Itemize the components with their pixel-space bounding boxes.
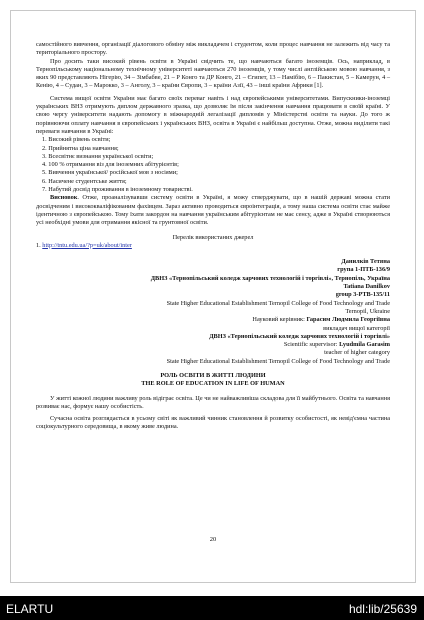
author-city-en: Ternopil, Ukraine	[345, 307, 390, 315]
conclusion-text: . Отже, проаналізувавши систему освіти в Україні, я можу стверджувати, що в нашій державі можна стати досвідченим і висококваліфікованим фахівцем. Зараз активно проводиться євроінтеграція, а тому наша система освіти стає майже ідентичною з європейською. Тому їхати закордон на навчання українським абітурієнтам не має сенсу, адже в Україні створюються усі необхідні умови для отримання якісної та грунтовної освіти.	[36, 194, 390, 227]
author-name-en: Tatiana Danilkov	[343, 283, 390, 291]
handle-id: hdl:lib/25639	[348, 602, 417, 616]
advantages-list	[36, 136, 390, 194]
page-content	[36, 41, 390, 432]
author-group-ua: група 1-ПТБ-136/9	[337, 266, 390, 274]
supervisor-label-en: Scientific supervisor:	[283, 341, 340, 349]
list-item: 2. Прийнятна ціна навчання;	[42, 144, 119, 152]
page-number: 20	[209, 536, 217, 543]
author-college-ua: ДВНЗ «Тернопільський коледж харчових технологій і торгівлі», Тернопіль, Україна	[150, 274, 390, 282]
article-title-ua: РОЛЬ ОСВІТИ В ЖИТТІ ЛЮДИНИ	[160, 371, 266, 379]
list-item: 1. Високий рівень освіти;	[42, 136, 111, 144]
author-group-en: group 3-PTB-135/11	[335, 291, 390, 299]
supervisor-role-en: teacher of higher category	[324, 349, 390, 357]
list-item: 3. Всесвітнє визнання української освіти;	[42, 152, 154, 160]
list-item: 4. 100 % отримання віз для іноземних абітурієнтів;	[42, 161, 179, 169]
list-item: 6. Насичене студентське життя;	[42, 177, 127, 185]
conclusion-label: Висновок	[50, 194, 78, 202]
author-college-en: State Higher Educational Establishment Ternopil College of Food Technology and Trade	[166, 299, 390, 307]
supervisor-ua	[36, 316, 390, 324]
conclusion-paragraph	[36, 194, 390, 227]
supervisor-role-ua: викладач вищої категорії	[323, 324, 390, 332]
reference-link[interactable]: http://tntu.edu.ua/?p=uk/about/inter	[42, 241, 132, 249]
reference-number: 1.	[36, 241, 43, 249]
supervisor-name-en: Lyudmila Garasim	[339, 341, 390, 349]
list-item: 5. Вивчення української/ російської мов з носіями;	[42, 169, 178, 177]
supervisor-label-ua: Науковий керівник:	[252, 316, 307, 324]
repository-name: ELARTU	[6, 602, 54, 616]
paragraph: Система вищої освіти України має багато своїх переваг навіть і над європейськими університетами. Випускники-іноземці українських ВНЗ отримують диплом державного зразка, що дозволяє їм після закінчення навчання працювати в своїй країні. У свою чергу університети надають допомогу в міжнародній легалізації дипломів у Міністерстві освіти та науки. До того ж порівнюючи оплату навчання в європейських і українських ВНЗ, освіта в Україні є найбільш доступна. Отже, можна виділити такі переваги навчання в Україні:	[36, 94, 390, 135]
references-title: Перелік використаних джерел	[172, 233, 254, 241]
reference-item	[36, 242, 390, 250]
paragraph: Про досить таки високий рівень освіти в Україні свідчить те, що навчаються багато іноземців. Ось, наприклад, в Тернопільському національному технічному університеті навчаються 270 іноземців, у тому числі англійською мовою навчання, з яких 90 представляють Нігерію, 34 – Зімбабве, 21 – Р Конго та ДР Конго, 21 – Єгипет, 13 – Намібію, 6 – Пакистан, 5 – Камерун, 4 – Кенію, 4 – Судан, 3 – Марокко, 3 – Анголу, 3 – країни Європи, 3 – країни Азії, 43 – інші країни Африки [1].	[36, 57, 390, 90]
supervisor-name-ua: Гарасим Людмила Георгіївна	[306, 316, 390, 324]
supervisor-college-ua: ДВНЗ «Тернопільський коледж харчових технологій і торгівлі»	[209, 332, 390, 340]
author-name-ua: Данилків Тетяна	[341, 258, 390, 266]
footer-bar	[0, 596, 424, 620]
document-page	[10, 10, 416, 583]
article-title-en: THE ROLE OF EDUCATION IN LIFE OF HUMAN	[141, 380, 285, 388]
paragraph: Сучасна освіта розглядається в усьому світі як важливий чинник становлення й розвитку особистості, як невід'ємна частина соціокультурного середовища, в якому живе людина.	[36, 415, 390, 431]
supervisor-college-en: State Higher Educational Establishment Ternopil College of Food Technology and Trade	[166, 357, 390, 365]
paragraph: самостійного вивчення, організації діалогового обміну між викладачем і студентом, коли процес навчання не залежить від часу та територіального простору.	[36, 41, 390, 57]
paragraph: У житті кожної людини важливу роль відіграє освіта. Це чи не найважливіша складова для її майбутнього. Освіта та навчання розвиває нас, формує нашу особистість.	[36, 394, 390, 410]
list-item: 7. Набутий досвід проживання в іноземному товаристві.	[42, 186, 193, 194]
author-block	[36, 258, 390, 366]
supervisor-en	[36, 341, 390, 349]
